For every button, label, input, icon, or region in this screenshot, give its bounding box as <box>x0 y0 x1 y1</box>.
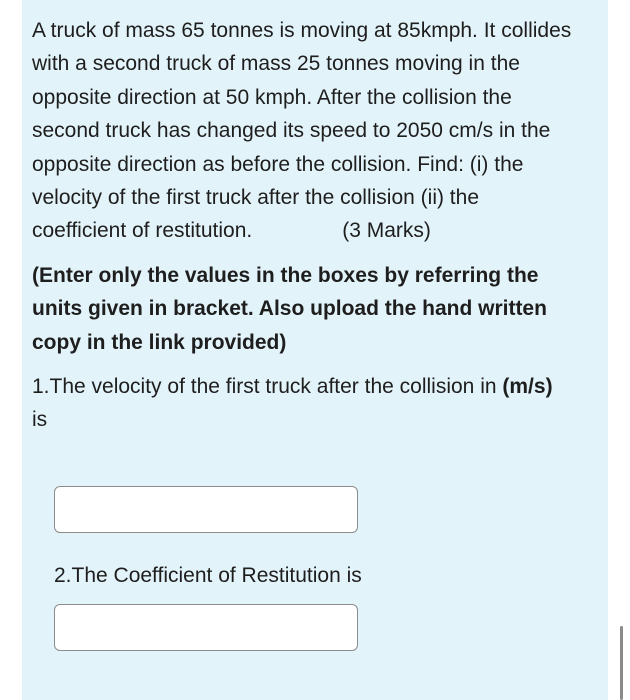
question-text-block <box>32 14 572 248</box>
restitution-answer-input[interactable] <box>54 604 358 651</box>
part2-prompt: 2.The Coefficient of Restitution is <box>54 564 362 587</box>
marks-label: (3 Marks) <box>342 219 431 243</box>
part1-suffix: is <box>32 408 48 432</box>
velocity-answer-input[interactable] <box>54 486 358 533</box>
question-text: A truck of mass 65 tonnes is moving at 85kmph. It collides with a second truck of mass 25 tonnes moving in the opposite direction at 50 kmph. After the collision the second truck has changed its speed to 2050 cm/s in the opposite direction as before the collision. Find: (i) the velocity of the first truck after the collision (ii) the coefficient of restitution. <box>32 19 572 243</box>
scrollbar-thumb[interactable] <box>620 626 623 700</box>
part1-unit: (m/s) <box>502 375 553 399</box>
part1-text: 1.The velocity of the first truck after the collision in <box>32 375 497 399</box>
question-content <box>32 14 572 437</box>
part1-prompt <box>32 370 572 437</box>
instruction-text: (Enter only the values in the boxes by referring the units given in bracket. Also upload the hand written copy in the link provided) <box>32 263 547 354</box>
